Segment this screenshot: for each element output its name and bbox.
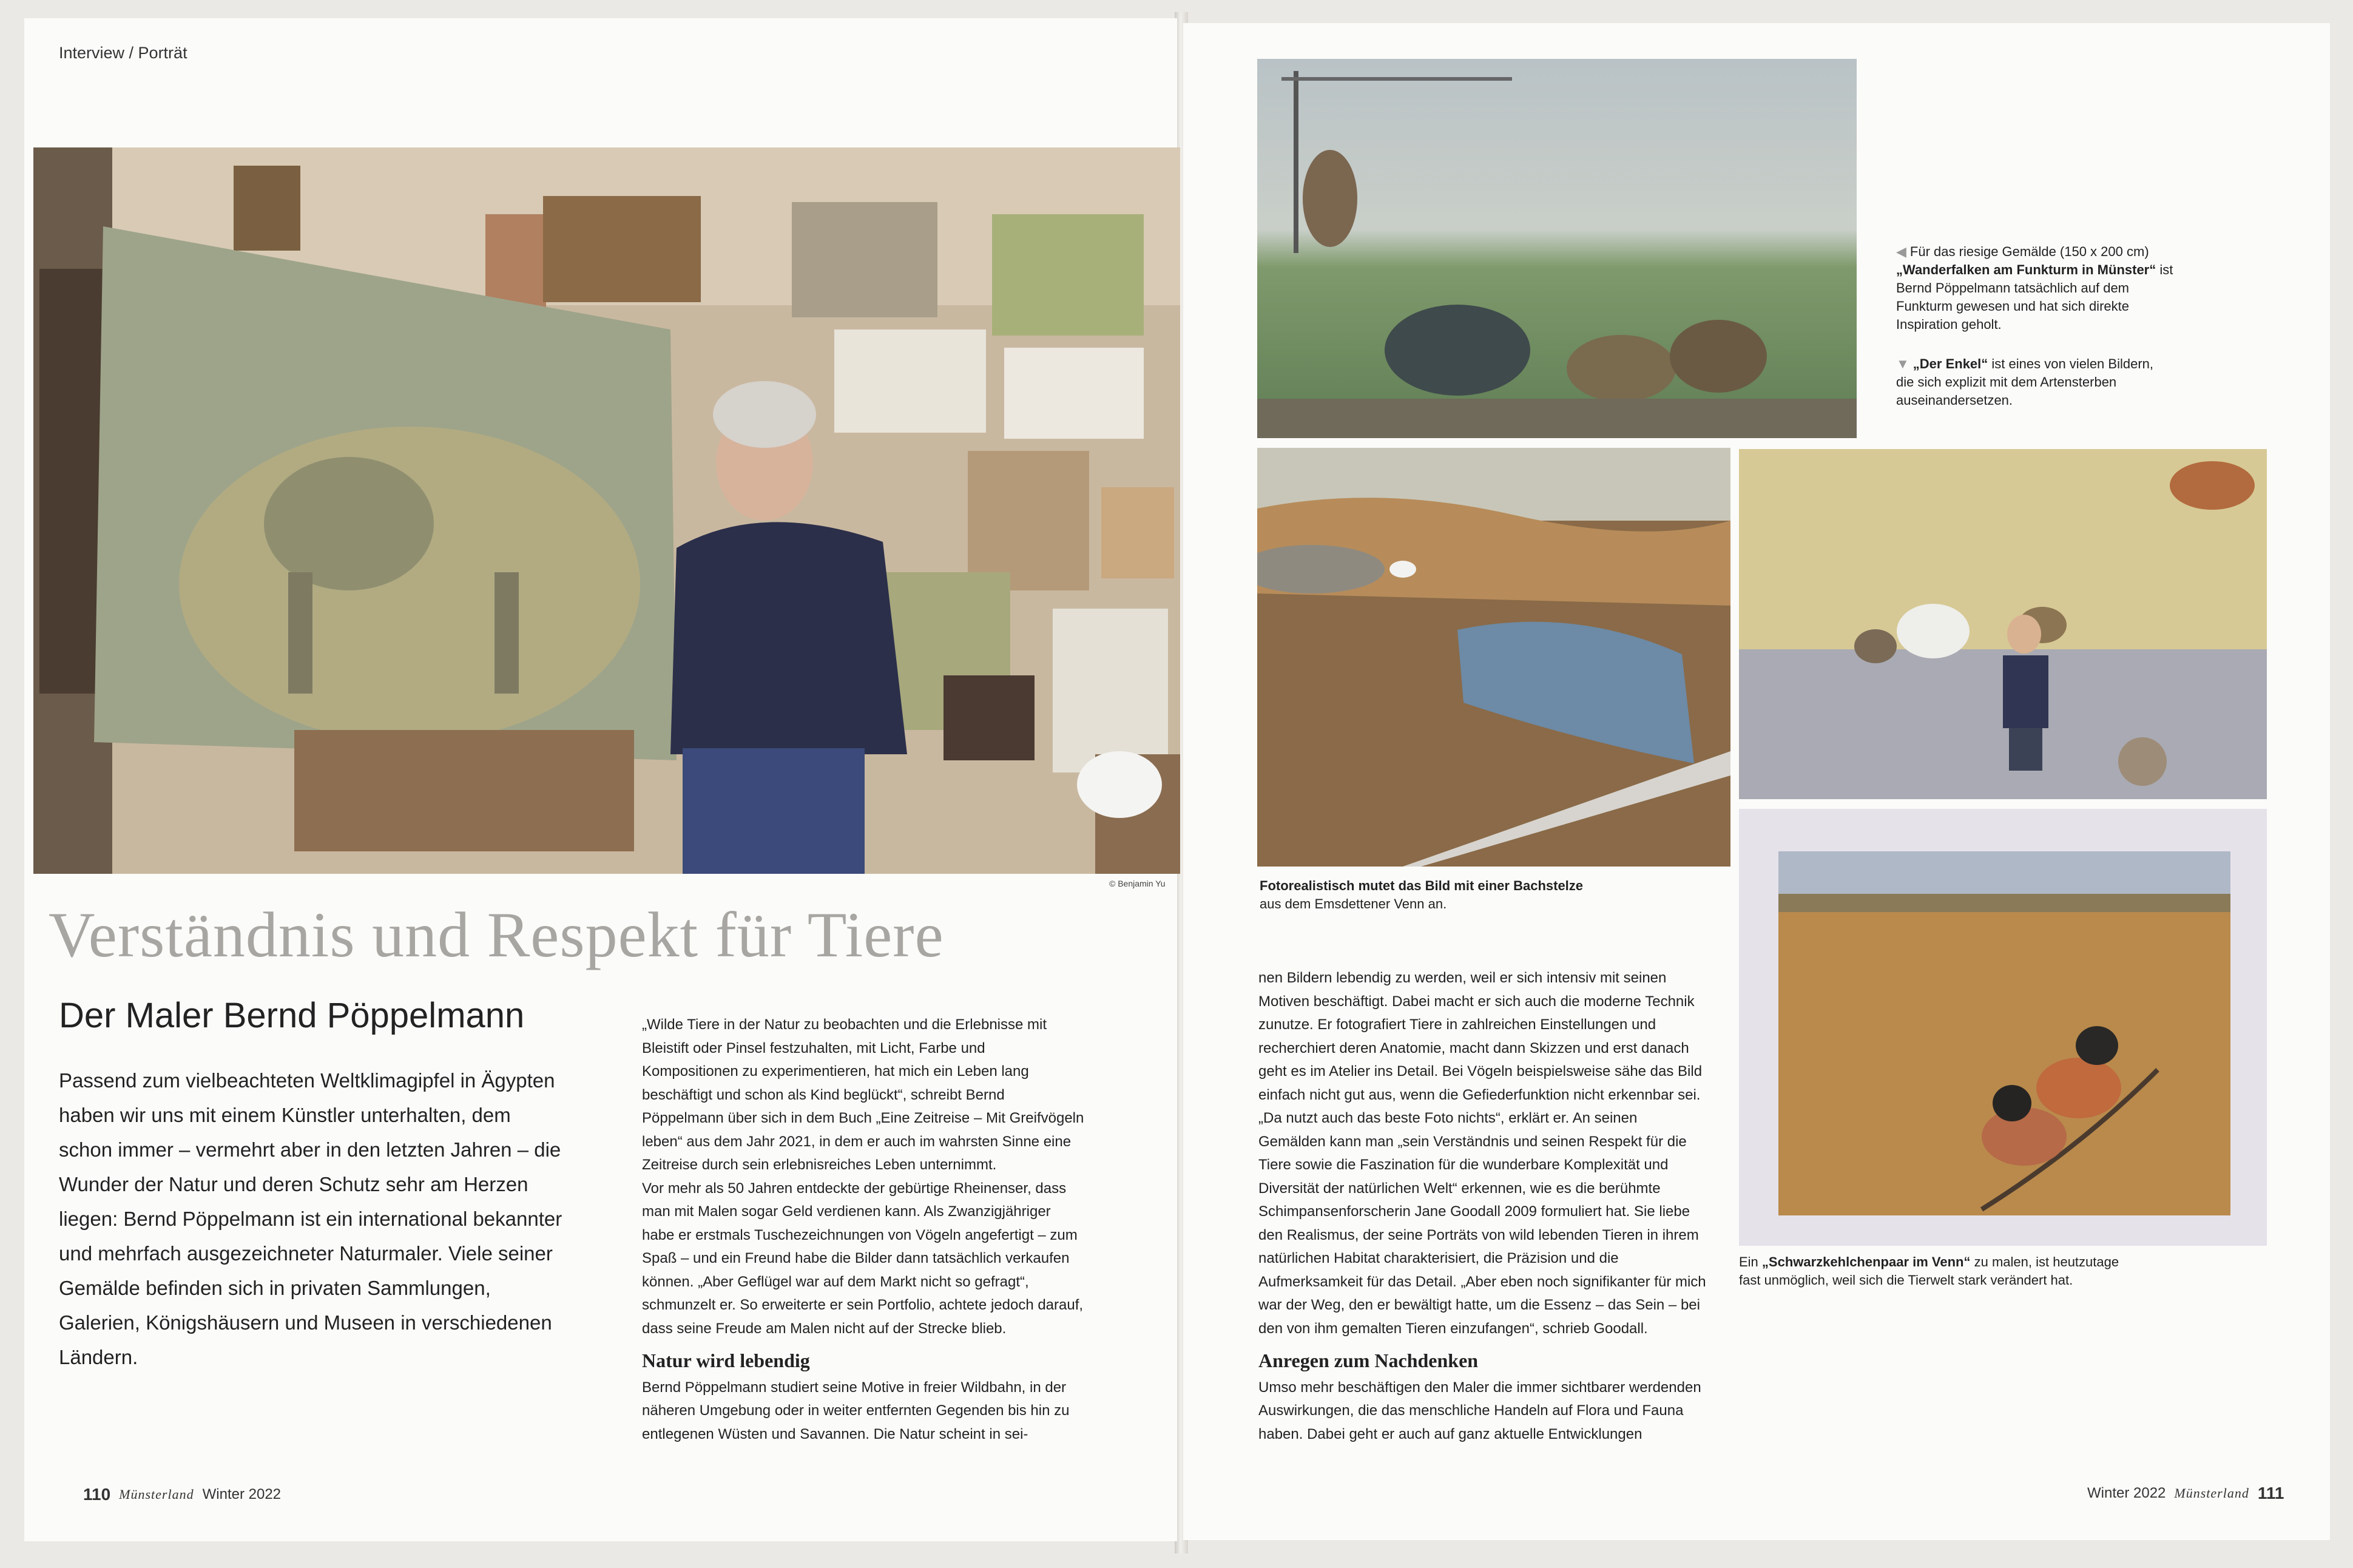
caption-enkel-title: „Der Enkel“ xyxy=(1912,356,1988,371)
triangle-down-icon: ▼ xyxy=(1896,356,1909,371)
page-number: 110 xyxy=(83,1485,111,1504)
right-text-column xyxy=(1258,967,1707,1446)
right-col-paragraph-1: nen Bildern lebendig zu werden, weil er sich intensiv mit seinen Motiven beschäftigt. Dabei macht er sich auch die moderne Technik zunutze. Er fotografiert Tiere in zahlreichen Einstellungen und recherchiert deren Anatomie, macht dann Skizzen und erst danach geht es im Atelier ins Detail. Bei Vögeln beispielsweise sähe das Bild einfach nicht gut aus, wenn die Gefiederfunktion nicht erkennbar sei. „Da nutzt auch das beste Foto nichts“, erklärt er. An seinen Gemälden kann man „sein Verständnis und seinen Respekt für die Tiere sowie die Faszination für die wunderbare Komplexität und Diversität der natürlichen Welt“ erkennen, wie es die berühmte Schimpansenforscherin Jane Goodall 2009 formuliert hat. Sie liebe den Realismus, der seine Porträts von wild lebenden Tieren in ihrem natürlichen Habitat charakterisiert, die Präzision und die Aufmerksamkeit für das Detail. „Aber eben noch signifikanter für mich war der Weg, den er bewältigt hatte, um die Essenz – das Sein – bei den von ihm gemalten Tieren einzufangen“, schrieb Goodall. xyxy=(1258,970,1706,1337)
left-col-paragraph-3: Bernd Pöppelmann studiert seine Motive in freier Wildbahn, in der näheren Umgebung oder in weiter entfernten Gegenden bis hin zu entlegenen Wüsten und Savannen. Die Natur scheint in sei- xyxy=(642,1379,1070,1442)
left-text-column xyxy=(642,1013,1085,1446)
bachstelze-painting xyxy=(1257,448,1730,867)
section-label: Interview / Porträt xyxy=(59,44,187,62)
falcon-painting xyxy=(1257,59,1857,438)
subhead-natur: Natur wird lebendig xyxy=(642,1350,810,1371)
subheadline: Der Maler Bernd Pöppelmann xyxy=(59,996,525,1035)
caption-falcon: ◀ Für das riesige Gemälde (150 x 200 cm) „Wanderfalken am Funkturm in Münster“ ist Bernd Pöppelmann tatsächlich auf dem Funkturm gewesen und hat sich direkte Inspiration geholt. xyxy=(1896,244,2173,332)
magazine-brand-right: Münsterland xyxy=(2174,1485,2249,1501)
studio-photo xyxy=(33,147,1180,874)
caption-schwarzkehlchen-title: „Schwarzkehlchenpaar im Venn“ xyxy=(1761,1254,1971,1269)
issue-label: Winter 2022 xyxy=(202,1486,282,1502)
lead-paragraph: Passend zum vielbeachteten Weltklimagipfel in Ägypten haben wir uns mit einem Künstler unterhalten, dem schon immer – vermehrt aber in den letzten Jahren – die Wunder der Natur und deren Schutz sehr am Herzen liegen: Bernd Pöppelmann ist ein international bekannter und mehrfach ausgezeichneter Naturmaler. Viele seiner Gemälde befinden sich in privaten Sammlungen, Galerien, Königshäusern und Museen in verschiedenen Ländern. xyxy=(59,1069,562,1368)
caption-bachstelze: Fotorealistisch mutet das Bild mit einer Bachstelze aus dem Emsdettener Venn an. xyxy=(1260,878,1584,911)
magazine-brand: Münsterland xyxy=(119,1487,194,1502)
schwarzkehlchen-painting xyxy=(1739,809,2267,1246)
right-col-paragraph-2: Umso mehr beschäftigen den Maler die immer sichtbarer werdenden Auswirkungen, die das menschliche Handeln auf Flora und Fauna haben. Dabei geht er auch auf ganz aktuelle Entwicklungen xyxy=(1258,1379,1701,1442)
left-folio xyxy=(83,1485,281,1504)
photo-credit-text: © Benjamin Yu xyxy=(1109,879,1166,888)
caption-falcon-title: „Wanderfalken am Funkturm in Münster“ xyxy=(1896,262,2156,277)
caption-schwarzkehlchen: Ein „Schwarzkehlchenpaar im Venn“ zu malen, ist heutzutage fast unmöglich, weil sich die Tierwelt stark verändert hat. xyxy=(1739,1254,2119,1288)
enkel-painting xyxy=(1739,449,2267,799)
caption-bachstelze-title: Fotorealistisch mutet das Bild mit einer Bachstelze xyxy=(1260,878,1584,893)
triangle-left-icon: ◀ xyxy=(1896,244,1906,259)
left-col-paragraph-1: „Wilde Tiere in der Natur zu beobachten und die Erlebnisse mit Bleistift oder Pinsel festzuhalten, mit Licht, Farbe und Kompositionen zu experimentieren, hat mich ein Leben lang beschäftigt und schon als Kind beglückt“, schreibt Bernd Pöppelmann über sich in dem Buch „Eine Zeitreise – Mit Greifvögeln leben“ aus dem Jahr 2021, in dem er auch im wahrsten Sinne eine Zeitreise durch sein erlebnisreiches Leben unternimmt. xyxy=(642,1016,1084,1173)
caption-enkel: ▼ „Der Enkel“ ist eines von vielen Bildern, die sich explizit mit dem Artensterben auseinandersetzen. xyxy=(1896,356,2153,408)
issue-label-right: Winter 2022 xyxy=(2087,1485,2166,1501)
headline: Verständnis und Respekt für Tiere xyxy=(49,899,944,970)
subhead-anregen: Anregen zum Nachdenken xyxy=(1258,1350,1479,1371)
left-col-paragraph-2: Vor mehr als 50 Jahren entdeckte der gebürtige Rheinenser, dass man mit Malen sogar Geld verdienen kann. Als Zwanzigjähriger habe er erstmals Tuschezeichnungen von Vögeln angefertigt – zum Spaß – und ein Freund habe die Bilder dann tatsächlich verkaufen können. „Aber Geflügel war auf dem Markt nicht so gefragt“, schmunzelt er. So erweiterte er sein Portfolio, achtete jedoch darauf, dass seine Freude am Malen nicht auf der Strecke blieb. xyxy=(642,1180,1084,1337)
page-number-right: 111 xyxy=(2257,1484,2284,1502)
right-folio xyxy=(2087,1484,2284,1503)
